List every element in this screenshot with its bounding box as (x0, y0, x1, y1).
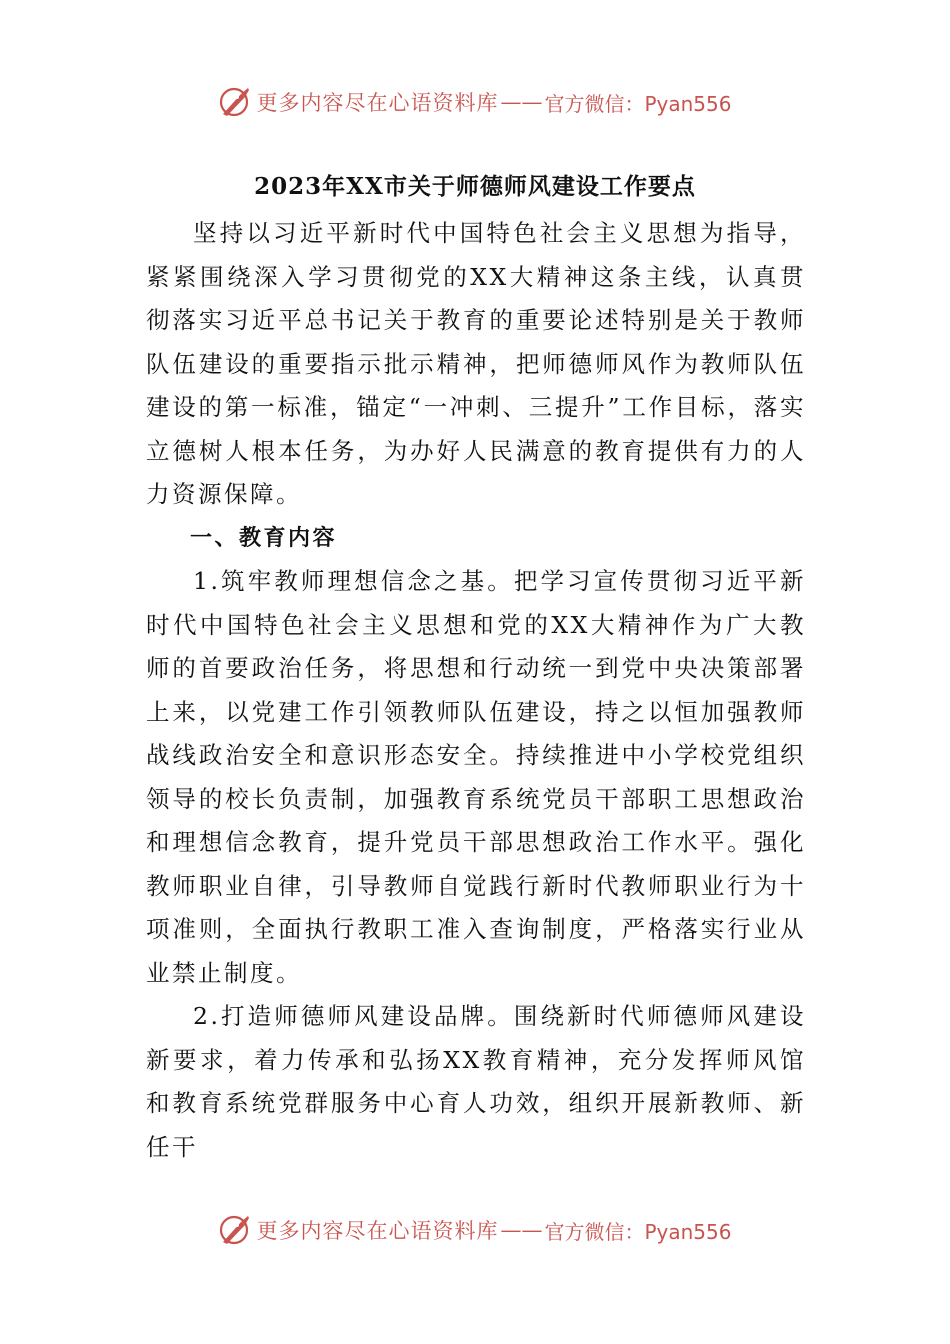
header-banner (0, 80, 950, 124)
footer-banner (0, 1208, 950, 1252)
banner-text: 更多内容尽在心语资料库 (256, 91, 499, 115)
banner-separator: —— (500, 90, 543, 114)
section-heading: 一、教育内容 (190, 525, 338, 551)
pen-circle-logo-icon (218, 1213, 252, 1247)
banner-separator: —— (500, 1218, 543, 1242)
pen-circle-logo-icon (218, 85, 252, 119)
document-title: 2023年XX市关于师德师风建设工作要点 (254, 173, 696, 200)
intro-paragraph: 坚持以习近平新时代中国特色社会主义思想为指导，紧紧围绕深入学习贯彻党的XX大精神这条主线，认真贯彻落实习近平总书记关于教育的重要论述特别是关于教师队伍建设的重要指示批示精神，把师德师风作为教师队伍建设的第一标准，锚定“一冲刺、三提升”工作目标，落实立德树人根本任务，为办好人民满意的教育提供有力的人力资源保障。 (146, 219, 806, 508)
body-paragraph: 2.打造师德师风建设品牌。围绕新时代师德师风建设新要求，着力传承和弘扬XX教育精神，充分发挥师风馆和教育系统党群服务中心育人功效，组织开展新教师、新任干 (146, 1002, 806, 1161)
banner-contact: 官方微信：Pyan556 (544, 1219, 732, 1244)
banner-text: 更多内容尽在心语资料库 (256, 1219, 499, 1243)
banner-contact: 官方微信：Pyan556 (544, 91, 732, 116)
body-paragraph: 1.筑牢教师理想信念之基。把学习宣传贯彻习近平新时代中国特色社会主义思想和党的XX大精神作为广大教师的首要政治任务，将思想和行动统一到党中央决策部署上来，以党建工作引领教师队伍建设，持之以恒加强教师战线政治安全和意识形态安全。持续推进中小学校党组织领导的校长负责制，加强教育系统党员干部职工思想政治和理想信念教育，提升党员干部思想政治工作水平。强化教师职业自律，引导教师自觉践行新时代教师职业行为十项准则，全面执行教职工准入查询制度，严格落实行业从业禁止制度。 (146, 567, 806, 987)
document-body (146, 212, 806, 1169)
